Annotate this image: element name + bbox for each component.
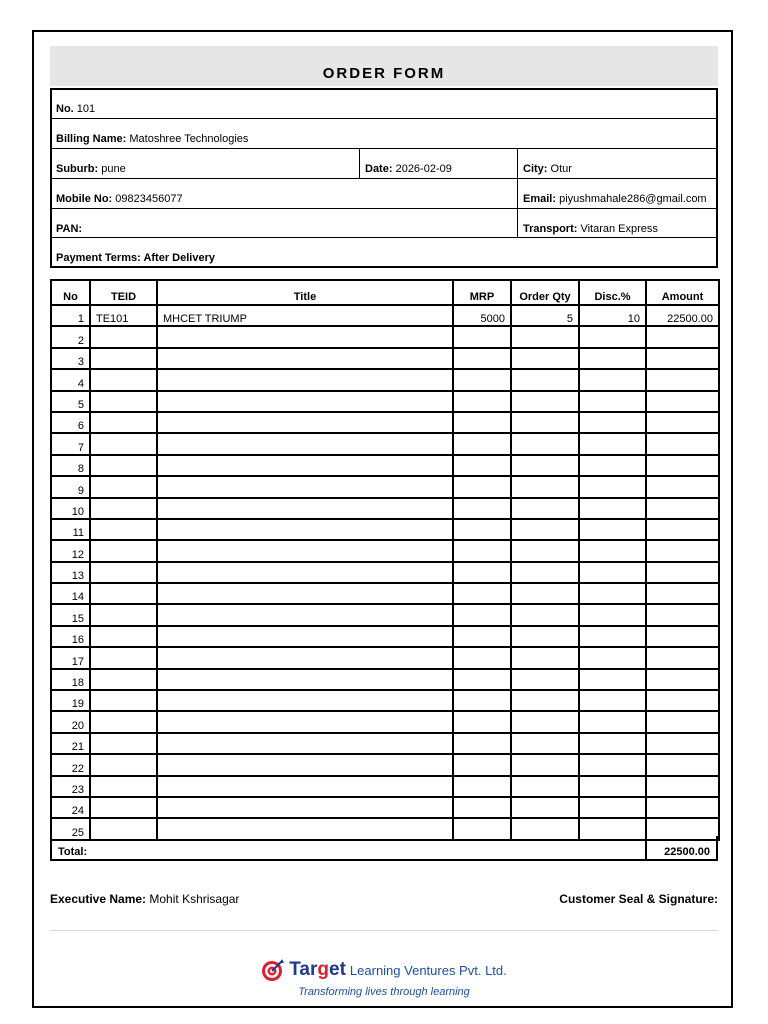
cell-mrp	[453, 562, 511, 583]
payment-terms-field	[56, 252, 215, 264]
cell-no: 12	[51, 540, 90, 561]
executive-name-field	[50, 892, 239, 906]
cell-teid	[90, 690, 157, 711]
cell-no: 8	[51, 455, 90, 476]
brand-company-name: Learning Ventures Pvt. Ltd.	[349, 962, 507, 978]
cell-title	[157, 562, 453, 583]
column-header-mrp: MRP	[453, 280, 511, 305]
city-label: City:	[523, 163, 548, 175]
cell-amount	[646, 476, 719, 497]
cell-no: 11	[51, 519, 90, 540]
cell-teid	[90, 626, 157, 647]
cell-no: 14	[51, 583, 90, 604]
customer-seal-label: Customer Seal & Signature:	[559, 892, 718, 906]
cell-teid	[90, 476, 157, 497]
cell-title	[157, 476, 453, 497]
pan-field	[56, 223, 82, 235]
cell-teid	[90, 647, 157, 668]
cell-title	[157, 455, 453, 476]
table-row	[51, 733, 719, 754]
cell-disc	[579, 583, 646, 604]
table-row	[51, 348, 719, 369]
cell-mrp	[453, 647, 511, 668]
cell-mrp	[453, 583, 511, 604]
order-number-value: 101	[76, 103, 96, 115]
suburb-field	[56, 163, 126, 175]
cell-disc	[579, 498, 646, 519]
date-value: 2026-02-09	[395, 163, 452, 175]
cell-order-qty	[511, 562, 579, 583]
cell-disc	[579, 391, 646, 412]
cell-disc	[579, 476, 646, 497]
cell-mrp	[453, 797, 511, 818]
cell-title	[157, 711, 453, 732]
cell-amount	[646, 412, 719, 433]
cell-no: 25	[51, 818, 90, 839]
transport-label: Transport:	[523, 223, 578, 235]
cell-mrp	[453, 604, 511, 625]
cell-amount	[646, 604, 719, 625]
cell-order-qty	[511, 455, 579, 476]
cell-amount	[646, 754, 719, 775]
date-field	[365, 163, 452, 175]
cell-no: 24	[51, 797, 90, 818]
cell-teid	[90, 498, 157, 519]
table-row	[51, 476, 719, 497]
cell-amount	[646, 733, 719, 754]
cell-amount	[646, 669, 719, 690]
column-header-no: No	[51, 280, 90, 305]
cell-title	[157, 348, 453, 369]
order-number-label: No.	[56, 103, 74, 115]
cell-mrp	[453, 455, 511, 476]
cell-order-qty	[511, 626, 579, 647]
cell-no: 7	[51, 433, 90, 454]
cell-no: 4	[51, 369, 90, 390]
cell-no: 3	[51, 348, 90, 369]
column-header-order-qty: Order Qty	[511, 280, 579, 305]
mobile-field	[56, 193, 183, 205]
billing-name-label: Billing Name:	[56, 133, 127, 145]
cell-title	[157, 433, 453, 454]
cell-mrp	[453, 433, 511, 454]
cell-no: 19	[51, 690, 90, 711]
cell-teid	[90, 519, 157, 540]
cell-no: 1	[51, 305, 90, 326]
total-row	[50, 836, 718, 861]
cell-disc	[579, 711, 646, 732]
total-value: 22500.00	[664, 846, 710, 858]
divider	[359, 148, 360, 178]
divider	[52, 118, 716, 119]
mobile-label: Mobile No:	[56, 193, 113, 205]
cell-disc	[579, 647, 646, 668]
cell-amount	[646, 348, 719, 369]
cell-no: 18	[51, 669, 90, 690]
cell-mrp	[453, 391, 511, 412]
cell-order-qty	[511, 711, 579, 732]
cell-no: 15	[51, 604, 90, 625]
cell-title	[157, 369, 453, 390]
table-row	[51, 669, 719, 690]
cell-amount	[646, 626, 719, 647]
cell-mrp	[453, 669, 511, 690]
cell-title	[157, 690, 453, 711]
cell-no: 2	[51, 326, 90, 347]
cell-order-qty	[511, 776, 579, 797]
cell-title	[157, 626, 453, 647]
items-body	[51, 305, 719, 840]
cell-order-qty	[511, 733, 579, 754]
cell-no: 20	[51, 711, 90, 732]
cell-amount	[646, 519, 719, 540]
cell-amount	[646, 455, 719, 476]
cell-amount	[646, 562, 719, 583]
table-row	[51, 369, 719, 390]
cell-disc	[579, 519, 646, 540]
cell-order-qty	[511, 348, 579, 369]
cell-disc	[579, 669, 646, 690]
cell-mrp	[453, 412, 511, 433]
cell-order-qty	[511, 412, 579, 433]
email-field	[523, 193, 707, 205]
cell-order-qty	[511, 690, 579, 711]
table-row	[51, 711, 719, 732]
brand-name-highlight: g	[317, 959, 330, 980]
cell-disc	[579, 562, 646, 583]
cell-no: 16	[51, 626, 90, 647]
cell-mrp	[453, 326, 511, 347]
cell-order-qty	[511, 647, 579, 668]
cell-order-qty	[511, 540, 579, 561]
cell-mrp	[453, 754, 511, 775]
column-header-disc: Disc.%	[579, 280, 646, 305]
cell-mrp	[453, 690, 511, 711]
cell-order-qty	[511, 476, 579, 497]
cell-amount	[646, 797, 719, 818]
cell-amount: 22500.00	[646, 305, 719, 326]
cell-mrp	[453, 519, 511, 540]
payment-terms-value: After Delivery	[143, 252, 215, 264]
table-row	[51, 604, 719, 625]
cell-disc: 10	[579, 305, 646, 326]
cell-title	[157, 776, 453, 797]
cell-disc	[579, 348, 646, 369]
cell-amount	[646, 369, 719, 390]
table-row	[51, 519, 719, 540]
cell-disc	[579, 540, 646, 561]
cell-disc	[579, 776, 646, 797]
cell-order-qty	[511, 754, 579, 775]
cell-teid	[90, 369, 157, 390]
brand-tagline: Transforming lives through learning	[298, 986, 470, 998]
cell-disc	[579, 433, 646, 454]
cell-teid	[90, 583, 157, 604]
cell-title	[157, 519, 453, 540]
divider	[52, 178, 716, 179]
cell-amount	[646, 647, 719, 668]
cell-title	[157, 754, 453, 775]
cell-title	[157, 647, 453, 668]
cell-disc	[579, 690, 646, 711]
cell-amount	[646, 433, 719, 454]
cell-order-qty	[511, 391, 579, 412]
cell-teid: TE101	[90, 305, 157, 326]
footer-divider	[50, 930, 718, 931]
cell-title	[157, 733, 453, 754]
cell-amount	[646, 540, 719, 561]
cell-order-qty	[511, 519, 579, 540]
cell-disc	[579, 326, 646, 347]
cell-teid	[90, 797, 157, 818]
cell-teid	[90, 326, 157, 347]
cell-disc	[579, 369, 646, 390]
cell-amount	[646, 776, 719, 797]
table-row	[51, 647, 719, 668]
table-row	[51, 305, 719, 326]
cell-order-qty: 5	[511, 305, 579, 326]
cell-teid	[90, 711, 157, 732]
cell-disc	[579, 626, 646, 647]
cell-teid	[90, 433, 157, 454]
billing-name-field	[56, 133, 248, 145]
cell-no: 22	[51, 754, 90, 775]
cell-title	[157, 412, 453, 433]
cell-order-qty	[511, 604, 579, 625]
cell-order-qty	[511, 433, 579, 454]
cell-mrp	[453, 369, 511, 390]
cell-order-qty	[511, 326, 579, 347]
cell-mrp	[453, 540, 511, 561]
brand-logo	[0, 958, 768, 982]
transport-value: Vitaran Express	[580, 223, 658, 235]
email-label: Email:	[523, 193, 557, 205]
cell-no: 6	[51, 412, 90, 433]
brand-name	[289, 959, 346, 980]
cell-amount	[646, 498, 719, 519]
table-row	[51, 391, 719, 412]
cell-mrp	[453, 626, 511, 647]
cell-no: 9	[51, 476, 90, 497]
divider	[52, 148, 716, 149]
cell-disc	[579, 412, 646, 433]
cell-teid	[90, 669, 157, 690]
table-row	[51, 562, 719, 583]
total-label: Total:	[58, 846, 88, 858]
cell-no: 13	[51, 562, 90, 583]
cell-amount	[646, 711, 719, 732]
table-row	[51, 626, 719, 647]
cell-teid	[90, 348, 157, 369]
cell-no: 23	[51, 776, 90, 797]
cell-teid	[90, 754, 157, 775]
table-row	[51, 455, 719, 476]
table-header-row	[51, 280, 719, 305]
table-row	[51, 326, 719, 347]
cell-title	[157, 540, 453, 561]
cell-title	[157, 604, 453, 625]
executive-name-value: Mohit Kshrisagar	[149, 892, 240, 906]
cell-teid	[90, 540, 157, 561]
mobile-value: 09823456077	[115, 193, 183, 205]
target-logo-icon	[261, 958, 285, 982]
cell-teid	[90, 412, 157, 433]
cell-mrp: 5000	[453, 305, 511, 326]
cell-disc	[579, 797, 646, 818]
cell-title: MHCET TRIUMP	[157, 305, 453, 326]
cell-mrp	[453, 733, 511, 754]
transport-field	[523, 223, 658, 235]
title-bar	[50, 46, 718, 86]
divider	[645, 836, 647, 859]
table-row	[51, 797, 719, 818]
brand-name-suffix: et	[329, 959, 346, 980]
column-header-title: Title	[157, 280, 453, 305]
cell-teid	[90, 604, 157, 625]
cell-teid	[90, 776, 157, 797]
table-row	[51, 433, 719, 454]
pan-label: PAN:	[56, 223, 83, 235]
cell-no: 10	[51, 498, 90, 519]
cell-no: 5	[51, 391, 90, 412]
table-row	[51, 776, 719, 797]
cell-order-qty	[511, 369, 579, 390]
brand-name-prefix: Tar	[289, 959, 318, 980]
order-info-block	[50, 88, 718, 268]
cell-disc	[579, 455, 646, 476]
cell-no: 17	[51, 647, 90, 668]
form-title: ORDER FORM	[322, 65, 446, 82]
cell-teid	[90, 733, 157, 754]
date-label: Date:	[365, 163, 393, 175]
table-row	[51, 690, 719, 711]
table-row	[51, 540, 719, 561]
cell-teid	[90, 562, 157, 583]
cell-disc	[579, 754, 646, 775]
suburb-value: pune	[101, 163, 126, 175]
cell-no: 21	[51, 733, 90, 754]
order-number-field	[56, 103, 95, 115]
email-value: piyushmahale286@gmail.com	[559, 193, 707, 205]
table-row	[51, 498, 719, 519]
cell-amount	[646, 391, 719, 412]
cell-mrp	[453, 776, 511, 797]
cell-mrp	[453, 348, 511, 369]
cell-amount	[646, 583, 719, 604]
payment-terms-label: Payment Terms:	[56, 252, 141, 264]
suburb-label: Suburb:	[56, 163, 99, 175]
cell-order-qty	[511, 797, 579, 818]
city-value: Otur	[550, 163, 572, 175]
table-row	[51, 754, 719, 775]
cell-disc	[579, 733, 646, 754]
divider	[52, 237, 716, 238]
cell-teid	[90, 455, 157, 476]
cell-mrp	[453, 476, 511, 497]
cell-disc	[579, 604, 646, 625]
cell-title	[157, 498, 453, 519]
column-header-teid: TEID	[90, 280, 157, 305]
cell-amount	[646, 326, 719, 347]
divider	[52, 208, 716, 209]
cell-title	[157, 669, 453, 690]
divider	[517, 148, 518, 237]
cell-order-qty	[511, 498, 579, 519]
cell-amount	[646, 690, 719, 711]
executive-name-label: Executive Name:	[50, 892, 147, 906]
cell-title	[157, 797, 453, 818]
city-field	[523, 163, 572, 175]
cell-order-qty	[511, 583, 579, 604]
table-row	[51, 412, 719, 433]
cell-title	[157, 391, 453, 412]
cell-mrp	[453, 498, 511, 519]
cell-title	[157, 583, 453, 604]
cell-order-qty	[511, 669, 579, 690]
cell-title	[157, 326, 453, 347]
cell-teid	[90, 391, 157, 412]
billing-name-value: Matoshree Technologies	[129, 133, 249, 145]
column-header-amount: Amount	[646, 280, 719, 305]
table-row	[51, 583, 719, 604]
items-table	[50, 279, 720, 841]
cell-mrp	[453, 711, 511, 732]
